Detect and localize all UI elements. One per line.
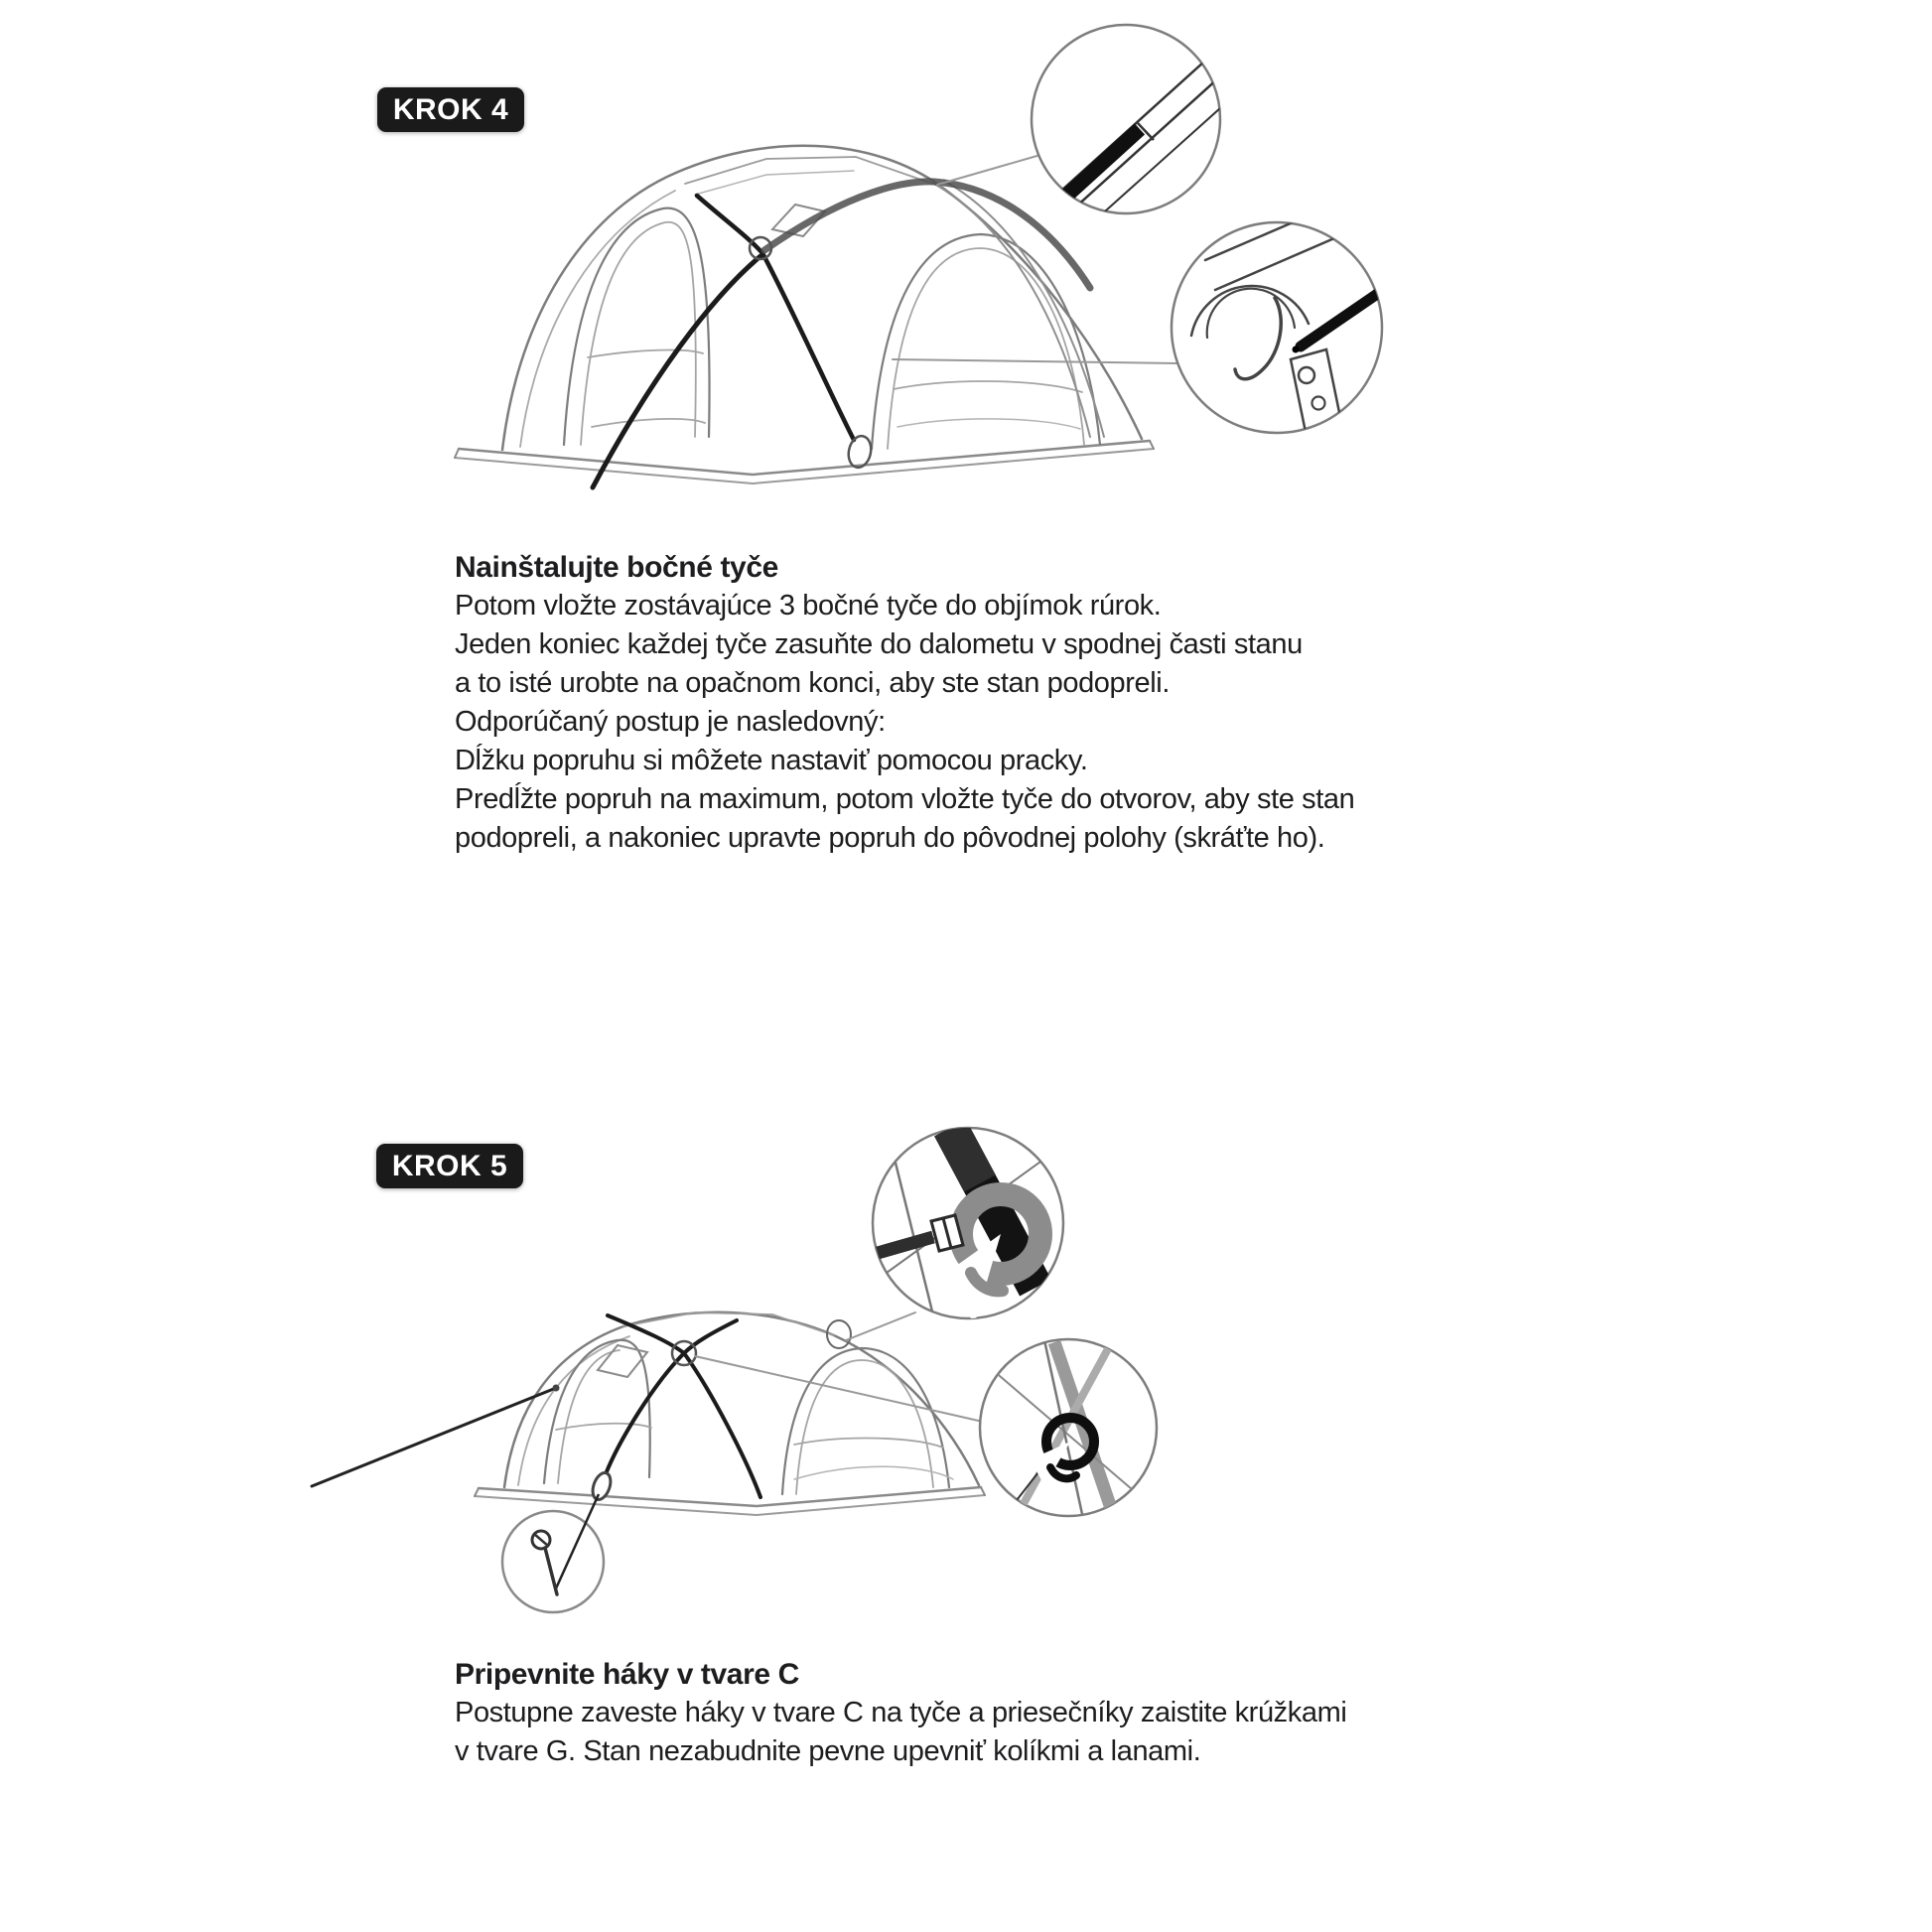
step4-line: podopreli, a nakoniec upravte popruh do pôvodnej polohy (skráťte ho). <box>455 822 1325 854</box>
step4-line: Potom vložte zostávajúce 3 bočné tyče do objímok rúrok. <box>455 590 1162 621</box>
callout-leader-line <box>695 1356 983 1422</box>
tent-drawing <box>455 146 1177 487</box>
step4-line: Dĺžku popruhu si môžete nastaviť pomocou pracky. <box>455 745 1088 776</box>
step4-line: a to isté urobte na opačnom konci, aby ste stan podopreli. <box>455 667 1170 699</box>
callout-leader-line <box>893 359 1177 363</box>
step5-heading: Pripevnite háky v tvare C <box>455 1658 799 1691</box>
callout-leader-line <box>937 155 1040 185</box>
g-ring-callout <box>980 1339 1157 1516</box>
pole-sleeve-callout <box>1032 25 1239 236</box>
side-poles <box>593 182 1090 487</box>
step4-heading: Nainštalujte bočné tyče <box>455 551 778 584</box>
tent-peg-callout <box>502 1494 604 1612</box>
step4-badge: KROK 4 <box>377 87 524 132</box>
callout-leader-line <box>846 1312 915 1340</box>
step5-line: v tvare G. Stan nezabudnite pevne upevniť kolíkmi a lanami. <box>455 1735 1201 1767</box>
step4-line: Jeden koniec každej tyče zasuňte do dalometu v spodnej časti stanu <box>455 628 1303 660</box>
c-hook-callout <box>873 1128 1063 1322</box>
step5-line: Postupne zaveste háky v tvare C na tyče a priesečníky zaistite krúžkami <box>455 1697 1347 1728</box>
step5-text-block <box>455 1655 1507 1771</box>
step5-tent-illustration <box>298 1117 1172 1643</box>
strap-buckle-callout <box>1172 210 1386 437</box>
step4-text-block <box>455 548 1507 858</box>
tent-drawing <box>312 1312 985 1515</box>
guy-line <box>312 1388 556 1486</box>
side-poles <box>604 1315 760 1497</box>
step4-tent-illustration <box>447 15 1400 501</box>
step4-line: Predĺžte popruh na maximum, potom vložte tyče do otvorov, aby ste stan <box>455 783 1355 815</box>
step5-badge: KROK 5 <box>376 1144 523 1188</box>
step4-line: Odporúčaný postup je nasledovný: <box>455 706 886 738</box>
